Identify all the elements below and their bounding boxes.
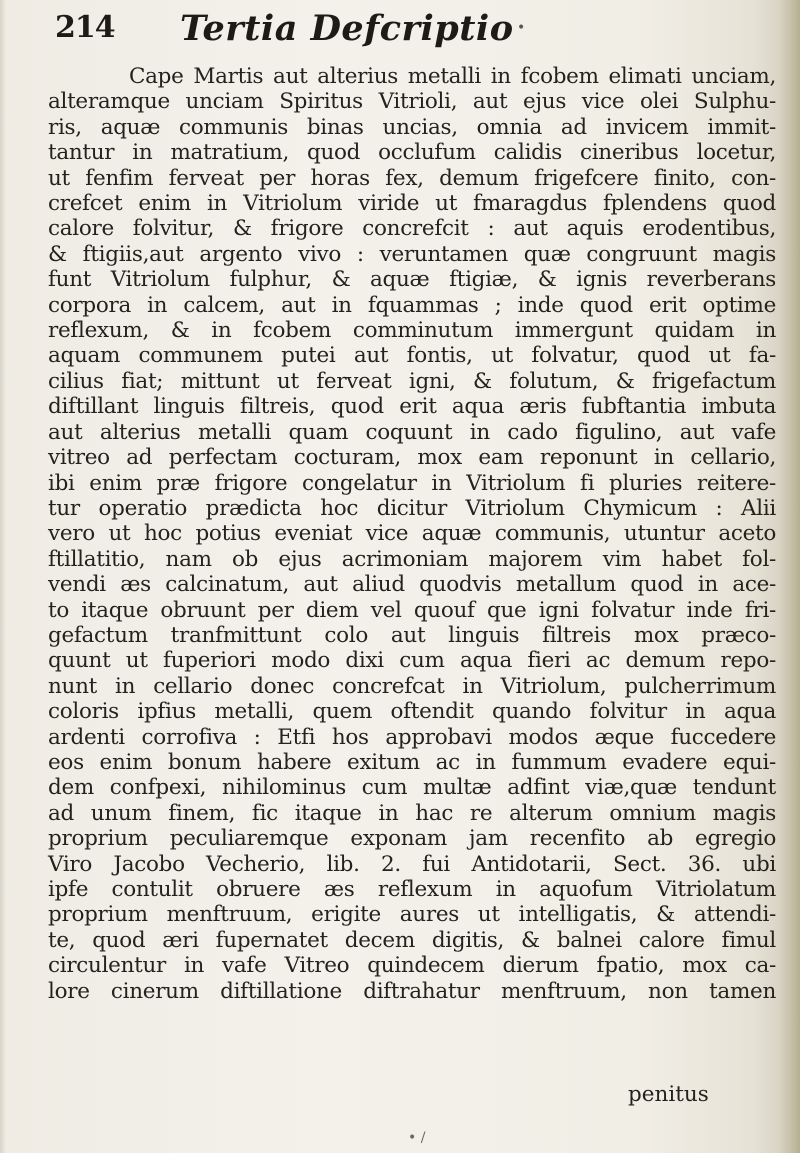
text-line: corpora in calcem, aut in fquammas ; inde quod erit optime xyxy=(48,292,776,318)
text-line: funt Vitriolum fulphur, & aquæ ftigiæ, & ignis reverberans xyxy=(48,267,776,293)
text-line: & ftigiis,aut argento vivo : veruntamen quæ congruunt magis xyxy=(48,241,776,267)
text-line: vitreo ad perfectam cocturam, mox eam reponunt in cellario, xyxy=(48,445,776,471)
text-line: ftillatitio, nam ob ejus acrimoniam majorem vim habet fol- xyxy=(48,546,776,572)
text-line: tantur in matratium, quod occlufum calidis cineribus locetur, xyxy=(48,140,776,166)
text-line: ris, aquæ communis binas uncias, omnia ad invicem immit- xyxy=(48,114,776,140)
text-line: circulentur in vafe Vitreo quindecem dierum fpatio, mox ca- xyxy=(48,953,776,979)
text-line: dem confpexi, nihilominus cum multæ adfint viæ,quæ tendunt xyxy=(48,775,776,801)
catchword: penitus xyxy=(628,1082,709,1107)
text-line: ibi enim præ frigore congelatur in Vitriolum fi pluries reitere- xyxy=(48,470,776,496)
page-header xyxy=(55,8,695,68)
text-line: alteramque unciam Spiritus Vitrioli, aut ejus vice olei Sulphu- xyxy=(48,89,776,115)
text-line: proprium peculiaremque exponam jam recenfito ab egregio xyxy=(48,826,776,852)
page-number: 214 xyxy=(55,10,115,45)
text-line: to itaque obruunt per diem vel quouf que igni folvatur inde fri- xyxy=(48,597,776,623)
text-line: reflexum, & in fcobem comminutum immergunt quidam in xyxy=(48,318,776,344)
bottom-ink-mark: • / xyxy=(408,1130,426,1146)
text-line: cilius fiat; mittunt ut ferveat igni, & folutum, & frigefactum xyxy=(48,368,776,394)
text-line: diftillant linguis filtreis, quod erit aqua æris fubftantia imbuta xyxy=(48,394,776,420)
text-line: te, quod æri fupernatet decem digitis, & balnei calore fimul xyxy=(48,927,776,953)
text-line: Viro Jacobo Vecherio, lib. 2. fui Antidotarii, Sect. 36. ubi xyxy=(48,851,776,877)
text-line: vendi æs calcinatum, aut aliud quodvis metallum quod in ace- xyxy=(48,572,776,598)
text-line: gefactum tranfmittunt colo aut linguis filtreis mox præco- xyxy=(48,622,776,648)
running-title: Tertia Defcriptio xyxy=(180,8,514,49)
text-line: aquam communem putei aut fontis, ut folvatur, quod ut fa- xyxy=(48,343,776,369)
text-line: lore cinerum diftillatione diftrahatur menftruum, non tamen xyxy=(48,978,776,1004)
text-line: Cape Martis aut alterius metalli in fcobem elimati unciam, xyxy=(129,64,776,89)
body-text xyxy=(48,64,776,1004)
text-line: ut fenfim ferveat per horas fex, demum frigefcere finito, con- xyxy=(48,165,776,191)
header-ink-mark: • xyxy=(517,20,526,36)
text-line: coloris ipfius metalli, quem oftendit quando folvitur in aqua xyxy=(48,699,776,725)
text-line: proprium menftruum, erigite aures ut intelligatis, & attendi- xyxy=(48,902,776,928)
page-right-edge-shadow xyxy=(778,0,800,1153)
text-line: crefcet enim in Vitriolum viride ut fmaragdus fplendens quod xyxy=(48,191,776,217)
text-line: vero ut hoc potius eveniat vice aquæ communis, utuntur aceto xyxy=(48,521,776,547)
page-left-edge xyxy=(0,0,6,1153)
text-line: ardenti corrofiva : Etfi hos approbavi modos æque fuccedere xyxy=(48,724,776,750)
text-line: quunt ut fuperiori modo dixi cum aqua fieri ac demum repo- xyxy=(48,648,776,674)
text-line: eos enim bonum habere exitum ac in fummum evadere equi- xyxy=(48,749,776,775)
text-line: tur operatio prædicta hoc dicitur Vitriolum Chymicum : Alii xyxy=(48,495,776,521)
text-line: nunt in cellario donec concrefcat in Vitriolum, pulcherrimum xyxy=(48,673,776,699)
text-line: ipfe contulit obruere æs reflexum in aquofum Vitriolatum xyxy=(48,877,776,902)
text-line: aut alterius metalli quam coquunt in cado figulino, aut vafe xyxy=(48,419,776,445)
text-line: calore folvitur, & frigore concrefcit : aut aquis erodentibus, xyxy=(48,216,776,242)
text-line: ad unum finem, fic itaque in hac re alterum omnium magis xyxy=(48,800,776,826)
